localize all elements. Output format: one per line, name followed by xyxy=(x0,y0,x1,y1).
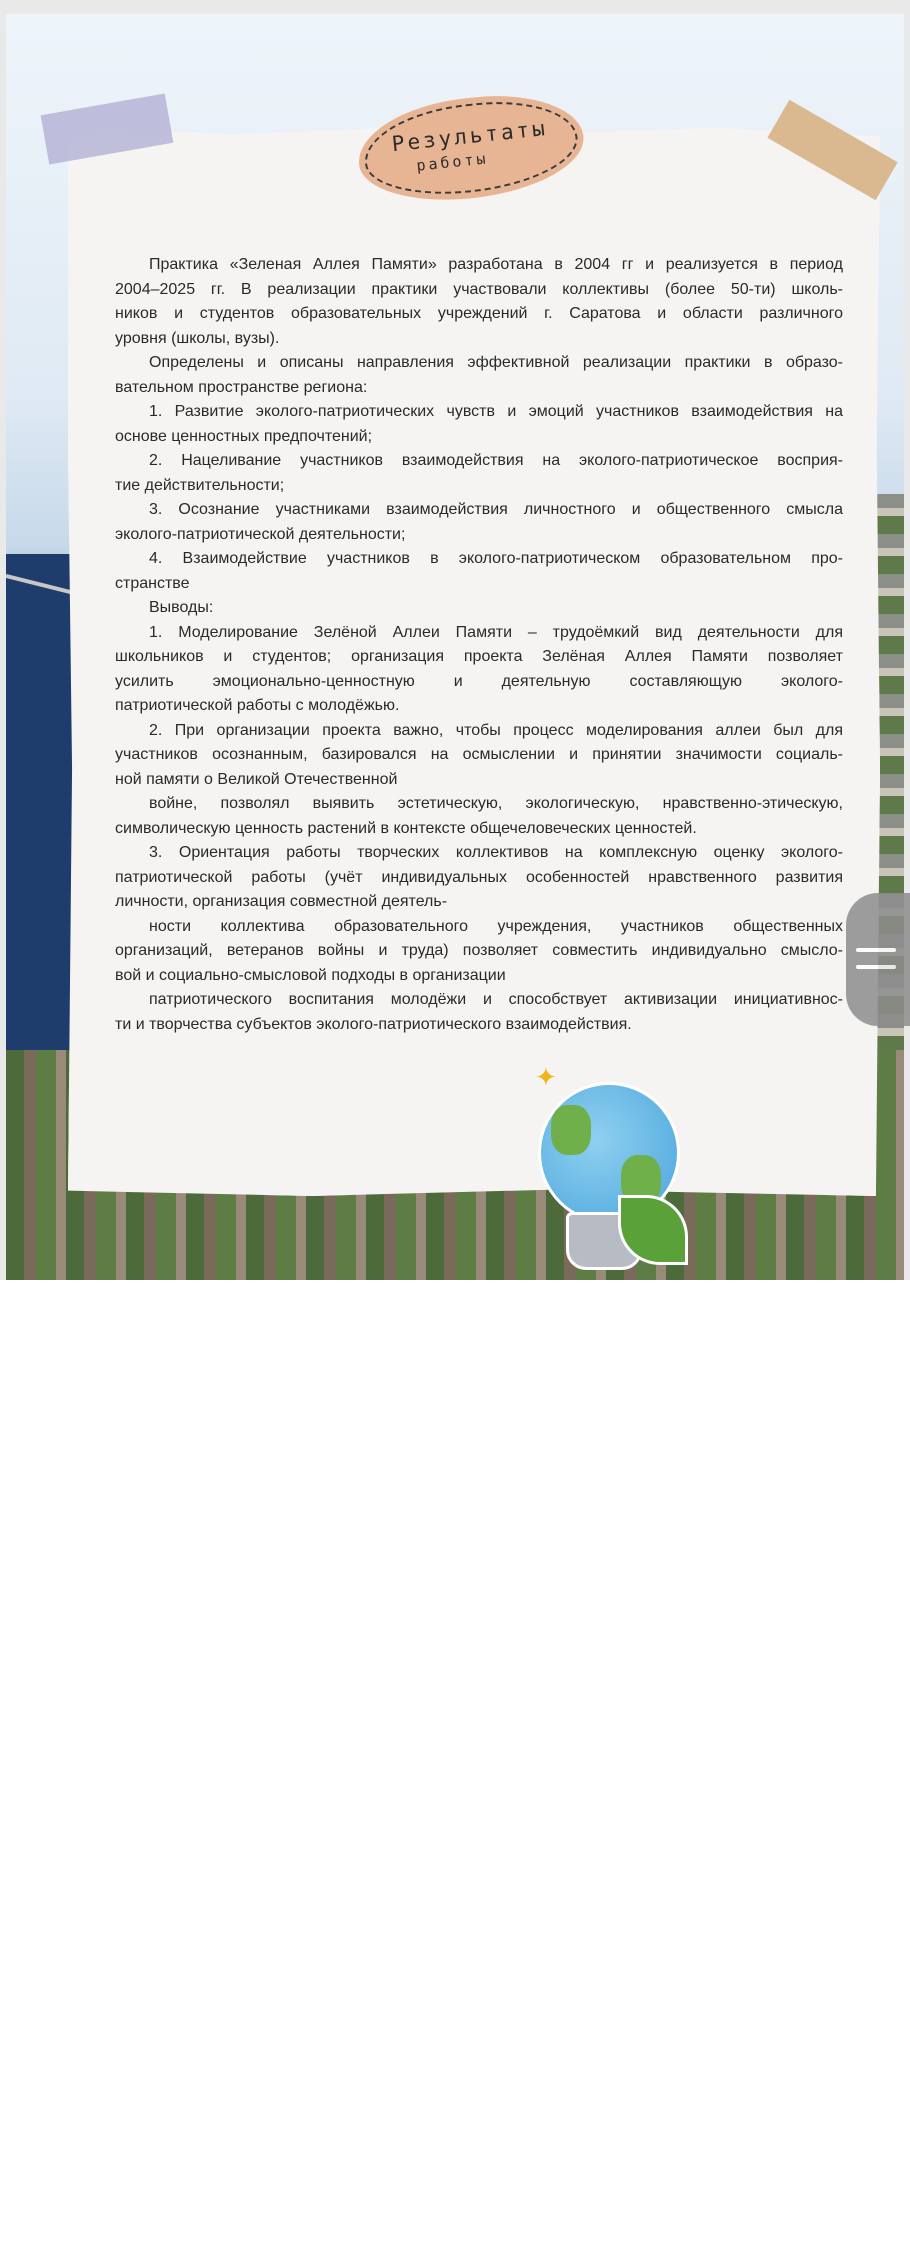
text-line: патриотической работы с молодёжью. xyxy=(115,697,400,714)
text-line: 4. Взаимодействие участников в эколого-патриотическом образовательном про- xyxy=(149,550,843,567)
text-line: патриотического воспитания молодёжи и способствует активизации инициативнос- xyxy=(149,991,843,1008)
text-line: школьников и студентов; организация проекта Зелёная Аллея Памяти позволяет xyxy=(115,648,843,665)
text-line: 2004–2025 гг. В реализации практики участвовали коллективы (более 50-ти) школь- xyxy=(115,280,843,298)
text-line: 3. Осознание участниками взаимодействия личностного и общественного смысла xyxy=(149,501,843,518)
text-line: тие действительности; xyxy=(115,476,285,494)
text-line: организаций, ветеранов войны и труда) позволяет совместить индивидуально смысло- xyxy=(115,942,843,959)
text-line: ников и студентов образовательных учреждений г. Саратова и области различного xyxy=(115,305,843,322)
text-line: вой и социально-смысловой подходы в организации xyxy=(115,966,506,984)
text-line: уровня (школы, вузы). xyxy=(115,329,280,347)
text-line: основе ценностных предпочтений; xyxy=(115,427,373,445)
sparkle-icon: ✦ xyxy=(535,1062,557,1092)
text-line: войне, позволял выявить эстетическую, экологическую, нравственно-этическую, xyxy=(149,795,843,812)
text-line: личности, организация совместной деятель- xyxy=(115,893,448,910)
text-line: эколого-патриотической деятельности; xyxy=(115,525,406,543)
text-line: ности коллектива образовательного учреждения, участников общественных xyxy=(149,917,843,935)
text-line: 1. Развитие эколого-патриотических чувств и эмоций участников взаимодействия на xyxy=(149,403,843,420)
text-line: патриотической работы (учёт индивидуальных особенностей нравственного развития xyxy=(115,868,843,886)
text-line: символическую ценность растений в контексте общечеловеческих ценностей. xyxy=(115,819,697,837)
body-text xyxy=(115,253,843,1037)
text-line: Выводы: xyxy=(149,599,214,616)
text-line: 2. Нацеливание участников взаимодействия на эколого-патриотическое восприя- xyxy=(149,452,843,469)
scroll-handle[interactable] xyxy=(846,893,910,1026)
text-line: Определены и описаны направления эффективной реализации практики в образо- xyxy=(149,354,843,371)
text-line: странстве xyxy=(115,574,190,592)
text-line: 3. Ориентация работы творческих коллективов на комплексную оценку эколого- xyxy=(149,844,843,861)
text-line: участников осознанным, базировался на осмыслении и принятии значимости социаль- xyxy=(115,746,843,763)
text-line: ти и творчества субъектов эколого-патриотического взаимодействия. xyxy=(115,1015,632,1033)
text-line: Практика «Зеленая Аллея Памяти» разработана в 2004 гг и реализуется в период xyxy=(149,256,843,273)
text-line: усилить эмоционально-ценностную и деятельную составляющую эколого- xyxy=(115,672,843,690)
text-line: вательном пространстве региона: xyxy=(115,378,368,396)
text-line: ной памяти о Великой Отечественной xyxy=(115,770,398,788)
title-line-2: работы xyxy=(415,149,490,175)
text-line: 2. При организации проекта важно, чтобы процесс моделирования аллеи был для xyxy=(149,721,843,739)
title-line-1: Результаты xyxy=(390,115,549,157)
text-line: 1. Моделирование Зелёной Аллеи Памяти – трудоёмкий вид деятельности для xyxy=(149,623,843,641)
